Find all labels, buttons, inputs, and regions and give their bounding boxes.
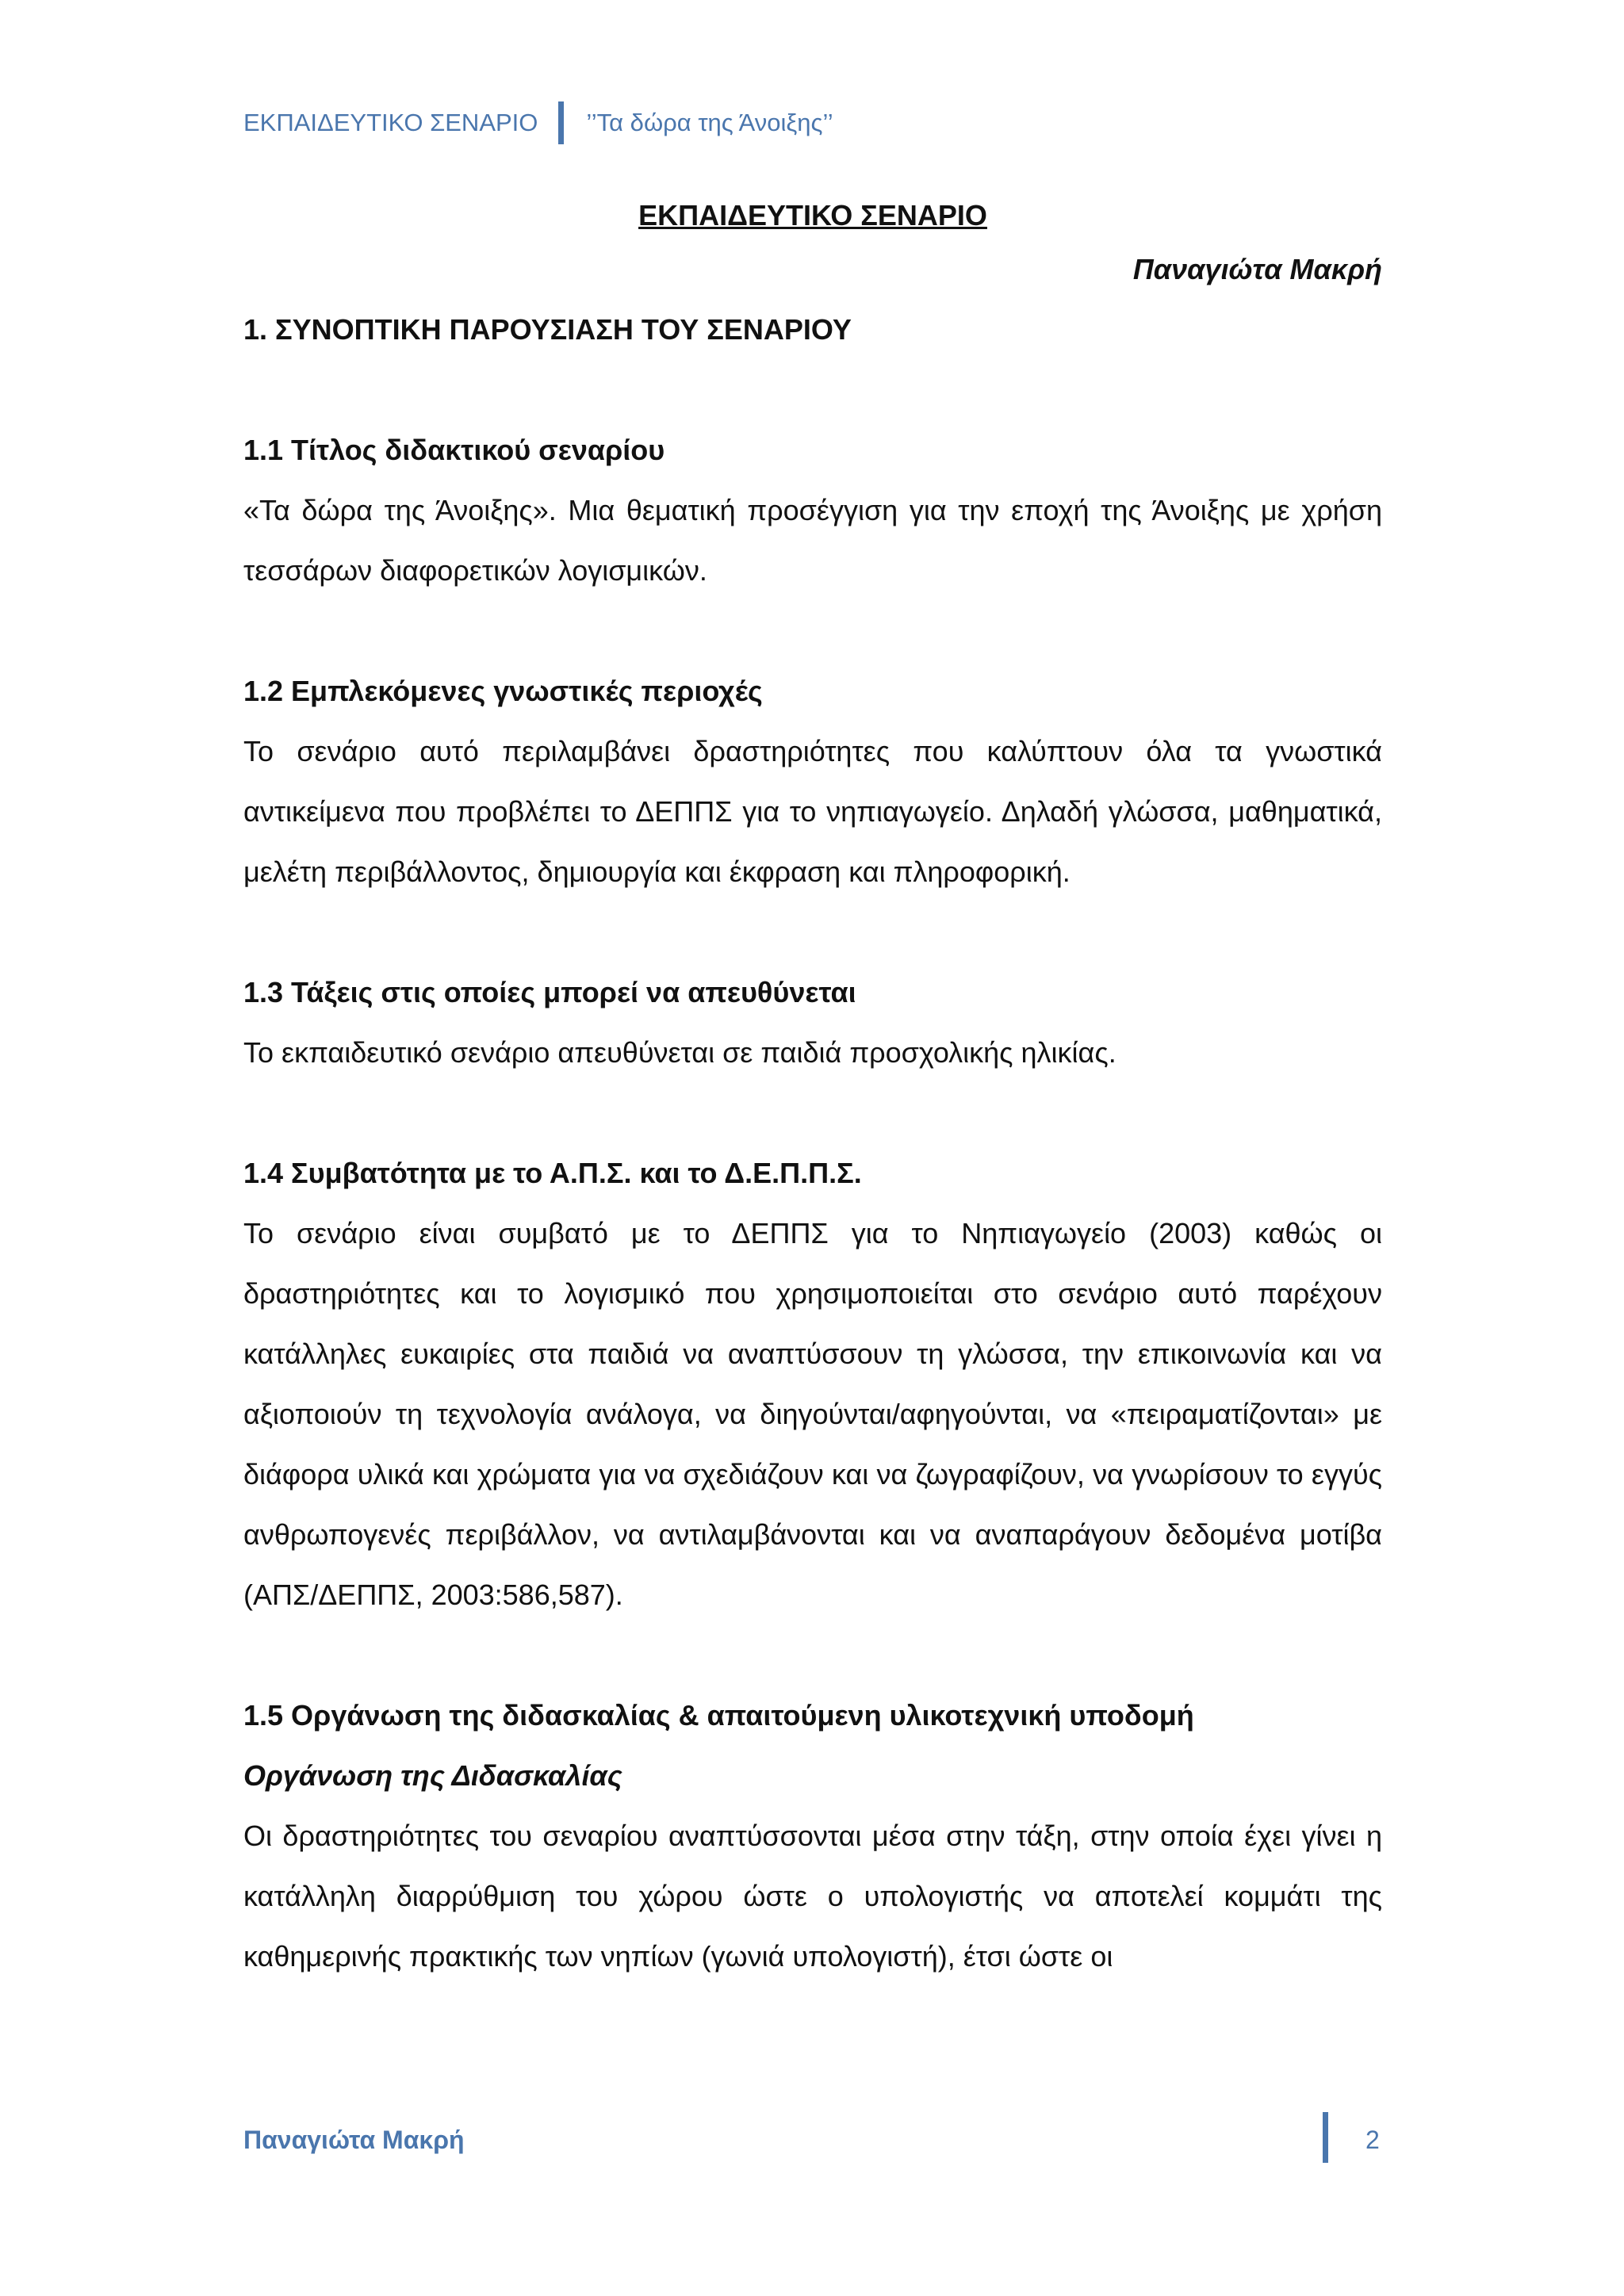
paragraph: Το σενάριο είναι συμβατό με το ΔΕΠΠΣ για το Νηπιαγωγείο (2003) καθώς οι δραστηριότητες και το λογισμικό που χρησιμοποιείται στο σενάριο αυτό παρέχουν κατάλληλες ευκαιρίες στα παιδιά να αναπτύσσουν τη γλώσσα, την επικοινωνία και να αξιοποιούν τη τεχνολογία ανάλογα, να διηγούνται/αφηγούνται, να «πειραματίζονται» με διάφορα υλικά και χρώματα για να σχεδιάζουν και να ζωγραφίζουν, να γνωρίσουν το εγγύς ανθρωπογενές περιβάλλον, να αντιλαμβάνονται και να αναπαράγουν δεδομένα μοτίβα (ΑΠΣ/ΔΕΠΠΣ, 2003:586,587). — [243, 1217, 1382, 1611]
document-author: Παναγιώτα Μακρή — [1132, 253, 1382, 285]
spacer — [243, 601, 1382, 661]
paragraph: Το σενάριο αυτό περιλαμβάνει δραστηριότητες που καλύπτουν όλα τα γνωστικά αντικείμενα που προβλέπει το ΔΕΠΠΣ για το νηπιαγωγείο. Δηλαδή γλώσσα, μαθηματικά, μελέτη περιβάλλοντος, δημιουργία και έκφραση και πληροφορική. — [243, 735, 1382, 888]
footer-author: Παναγιώτα Μακρή — [243, 2126, 465, 2154]
subsection-heading: 1.4 Συμβατότητα με το Α.Π.Σ. και το Δ.Ε.Π.Π.Σ. — [243, 1157, 862, 1189]
page-header — [243, 103, 833, 143]
header-right-text: ’’Τα δώρα της Άνοιξης’’ — [586, 109, 833, 136]
paragraph: «Τα δώρα της Άνοιξης». Μια θεματική προσέγγιση για την εποχή της Άνοιξης με χρήση τεσσάρων διαφορετικών λογισμικών. — [243, 494, 1382, 587]
footer-separator — [1323, 2112, 1328, 2163]
subsection-heading: 1.3 Τάξεις στις οποίες μπορεί να απευθύνεται — [243, 976, 856, 1008]
subsection-subheading: Οργάνωση της Διδασκαλίας — [243, 1759, 622, 1792]
spacer — [243, 902, 1382, 962]
spacer — [243, 1083, 1382, 1143]
paragraph: Το εκπαιδευτικό σενάριο απευθύνεται σε παιδιά προσχολικής ηλικίας. — [243, 1036, 1116, 1069]
spacer — [243, 360, 1382, 420]
subsection-heading: 1.5 Οργάνωση της διδασκαλίας & απαιτούμενη υλικοτεχνική υποδομή — [243, 1699, 1194, 1732]
header-left-text: ΕΚΠΑΙΔΕΥΤΙΚΟ ΣΕΝΑΡΙΟ — [243, 109, 538, 136]
document-title: ΕΚΠΑΙΔΕΥΤΙΚΟ ΣΕΝΑΡΙΟ — [638, 199, 987, 232]
subsection-heading: 1.1 Τίτλος διδακτικού σεναρίου — [243, 434, 665, 466]
spacer — [243, 1625, 1382, 1686]
page-body — [243, 192, 1382, 1987]
paragraph: Οι δραστηριότητες του σεναρίου αναπτύσσονται μέσα στην τάξη, στην οποία έχει γίνει η κατάλληλη διαρρύθμιση του χώρου ώστε ο υπολογιστής να αποτελεί κομμάτι της καθημερινής πρακτικής των νηπίων (γωνιά υπολογιστή), έτσι ώστε οι — [243, 1820, 1382, 1973]
header-separator — [558, 101, 564, 144]
subsection-heading: 1.2 Εμπλεκόμενες γνωστικές περιοχές — [243, 675, 763, 707]
page-number: 2 — [1365, 2126, 1380, 2154]
section-heading: 1. ΣΥΝΟΠΤΙΚΗ ΠΑΡΟΥΣΙΑΣΗ ΤΟΥ ΣΕΝΑΡΙΟΥ — [243, 313, 852, 346]
